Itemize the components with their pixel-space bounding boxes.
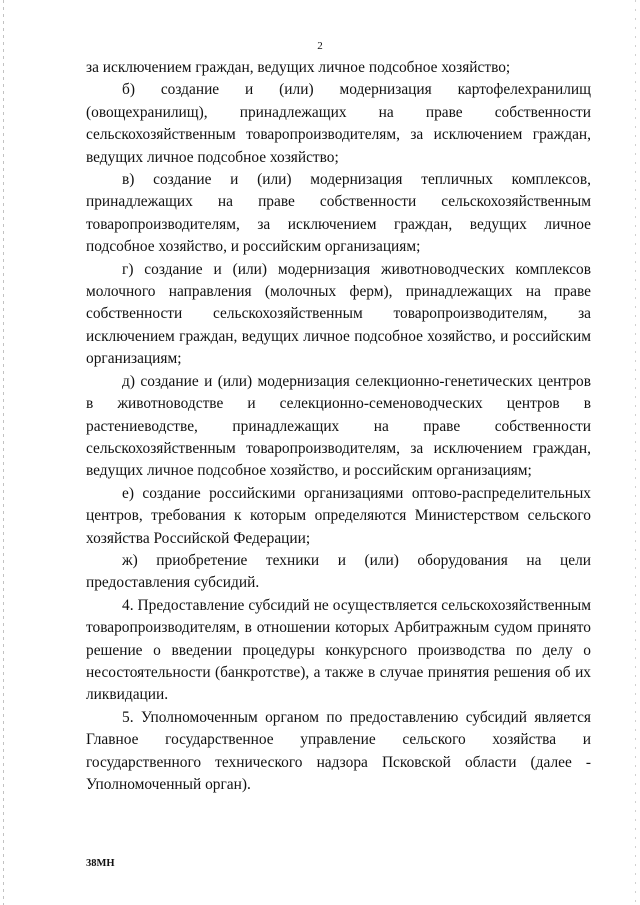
document-body <box>86 57 591 796</box>
paragraph-item-b: б) создание и (или) модернизация картофелехранилищ (овощехранилищ), принадлежащих на праве собственности сельскохозяйственным товаропроизводителям, за исключением граждан, ведущих личное подсобное хозяйство; <box>86 81 591 166</box>
scan-edge-right <box>635 0 636 905</box>
paragraph-clause-5: 5. Уполномоченным органом по предоставлению субсидий является Главное государственное управление сельского хозяйства и государственного технического надзора Псковской области (далее - Уполномоченный орган). <box>86 708 591 793</box>
scan-edge-left <box>3 0 4 905</box>
paragraph-item-d: д) создание и (или) модернизация селекционно-генетических центров в животноводстве и селекционно-семеноводческих центров в растениеводстве, принадлежащих на праве собственности сельскохозяйственным товаропроизводителям, за исключением граждан, ведущих личное подсобное хозяйство, и российским организациям; <box>86 372 591 480</box>
paragraph-item-e: е) создание российскими организациями оптово-распределительных центров, требования к которым определяются Министерством сельского хозяйства Российской Федерации; <box>86 484 591 547</box>
paragraph-continuation: за исключением граждан, ведущих личное подсобное хозяйство; <box>86 59 511 76</box>
page-number: 2 <box>317 40 323 52</box>
paragraph-clause-4: 4. Предоставление субсидий не осуществляется сельскохозяйственным товаропроизводителям, в отношении которых Арбитражным судом принято решение о введении процедуры конкурсного производства по делу о несостоятельности (банкротстве), а также в случае принятия решения об их ликвидации. <box>86 596 591 704</box>
footer-document-code: 38МН <box>86 858 115 869</box>
paragraph-item-g: г) создание и (или) модернизация животноводческих комплексов молочного направления (молочных ферм), принадлежащих на праве собственности сельскохозяйственным товаропроизводителям, за исключением граждан, ведущих личное подсобное хозяйство, и российским организациям; <box>86 260 591 368</box>
paragraph-item-zh: ж) приобретение техники и (или) оборудования на цели предоставления субсидий. <box>86 551 591 592</box>
paragraph-item-v: в) создание и (или) модернизация тепличных комплексов, принадлежащих на праве собственности сельскохозяйственным товаропроизводителям, за исключением граждан, ведущих личное подсобное хозяйство, и российским организациям; <box>86 171 591 256</box>
